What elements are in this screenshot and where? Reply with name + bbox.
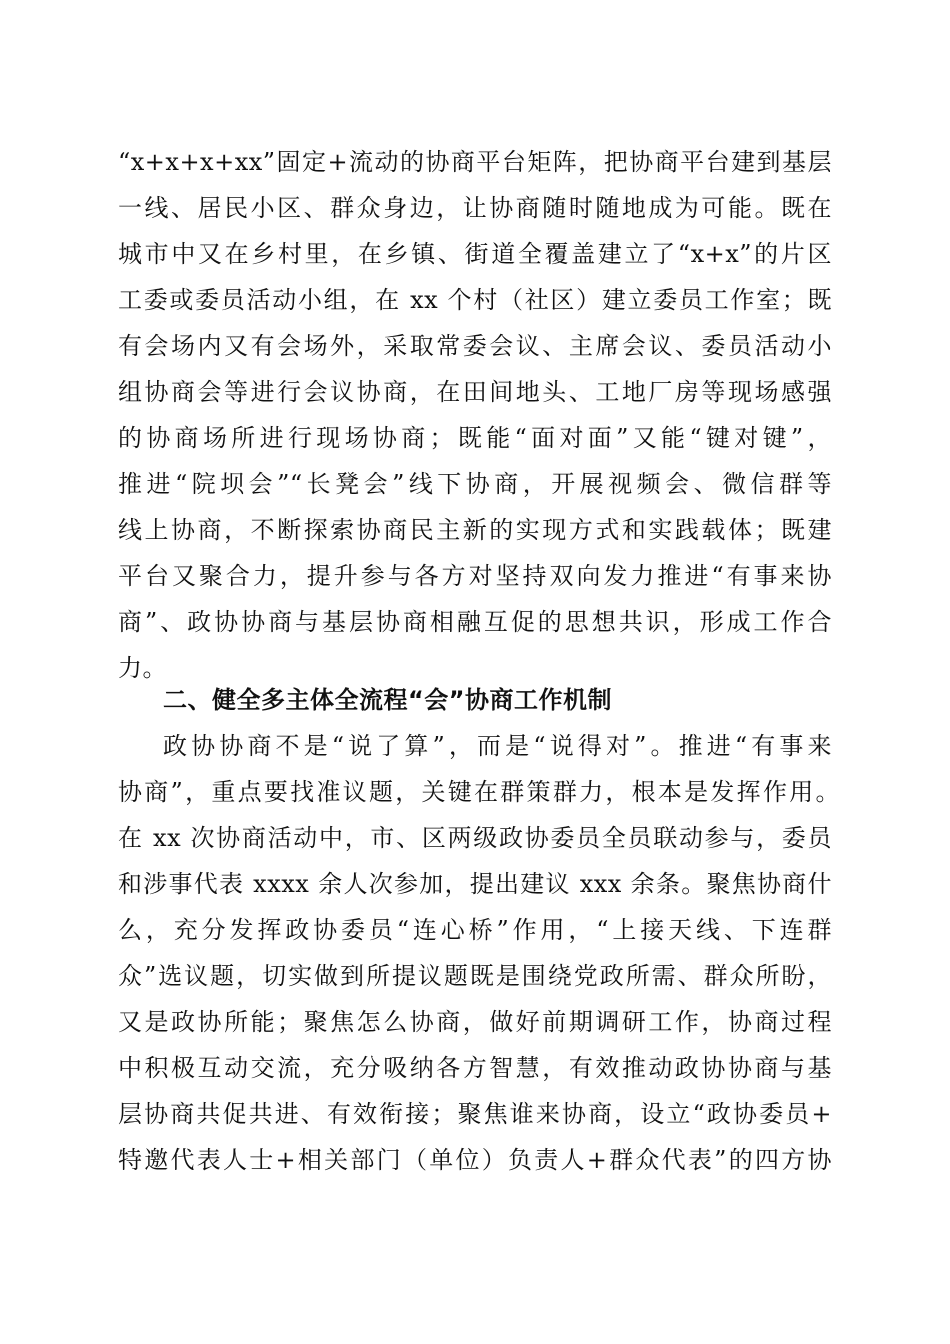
- paragraph-1-line-11: 商”、政协协商与基层协商相融互促的思想共识，形成工作合: [118, 608, 832, 636]
- paragraph-2-line-4: 和涉事代表 xxxx 余人次参加，提出建议 xxx 余条。聚焦协商什: [118, 870, 832, 898]
- paragraph-1-line-3: 城市中又在乡村里，在乡镇、街道全覆盖建立了“x+x”的片区: [118, 240, 832, 268]
- paragraph-1-line-9: 线上协商，不断探索协商民主新的实现方式和实践载体；既建: [118, 516, 832, 544]
- paragraph-1-line-5: 有会场内又有会场外，采取常委会议、主席会议、委员活动小: [118, 332, 832, 360]
- paragraph-2-line-5: 么，充分发挥政协委员“连心桥”作用，“上接天线、下连群: [118, 916, 832, 944]
- paragraph-1-line-1: “x+x+x+xx”固定+流动的协商平台矩阵，把协商平台建到基层: [118, 148, 832, 176]
- paragraph-1-line-6: 组协商会等进行会议协商，在田间地头、工地厂房等现场感强: [118, 378, 832, 406]
- paragraph-1-line-7: 的协商场所进行现场协商；既能“面对面”又能“键对键”，: [118, 424, 832, 452]
- paragraph-2-line-8: 中积极互动交流，充分吸纳各方智慧，有效推动政协协商与基: [118, 1054, 832, 1082]
- paragraph-2-line-3: 在 xx 次协商活动中，市、区两级政协委员全员联动参与，委员: [118, 824, 832, 852]
- paragraph-1-line-12: 力。: [118, 654, 167, 682]
- paragraph-2-line-10: 特邀代表人士+相关部门（单位）负责人+群众代表”的四方协: [118, 1146, 832, 1174]
- section-heading: 二、健全多主体全流程“会”协商工作机制: [163, 686, 613, 714]
- paragraph-2-line-9: 层协商共促共进、有效衔接；聚焦谁来协商，设立“政协委员+: [118, 1100, 832, 1128]
- paragraph-2-line-7: 又是政协所能；聚焦怎么协商，做好前期调研工作，协商过程: [118, 1008, 832, 1036]
- paragraph-1-line-4: 工委或委员活动小组，在 xx 个村（社区）建立委员工作室；既: [118, 286, 832, 314]
- paragraph-1-line-10: 平台又聚合力，提升参与各方对坚持双向发力推进“有事来协: [118, 562, 832, 590]
- paragraph-1-line-2: 一线、居民小区、群众身边，让协商随时随地成为可能。既在: [118, 194, 832, 222]
- paragraph-2-line-6: 众”选议题，切实做到所提议题既是围绕党政所需、群众所盼，: [118, 962, 832, 990]
- paragraph-2-line-1: 政协协商不是“说了算”，而是“说得对”。推进“有事来: [163, 732, 832, 760]
- paragraph-1-line-8: 推进“院坝会”“长凳会”线下协商，开展视频会、微信群等: [118, 470, 832, 498]
- paragraph-2-line-2: 协商”，重点要找准议题，关键在群策群力，根本是发挥作用。: [118, 778, 840, 806]
